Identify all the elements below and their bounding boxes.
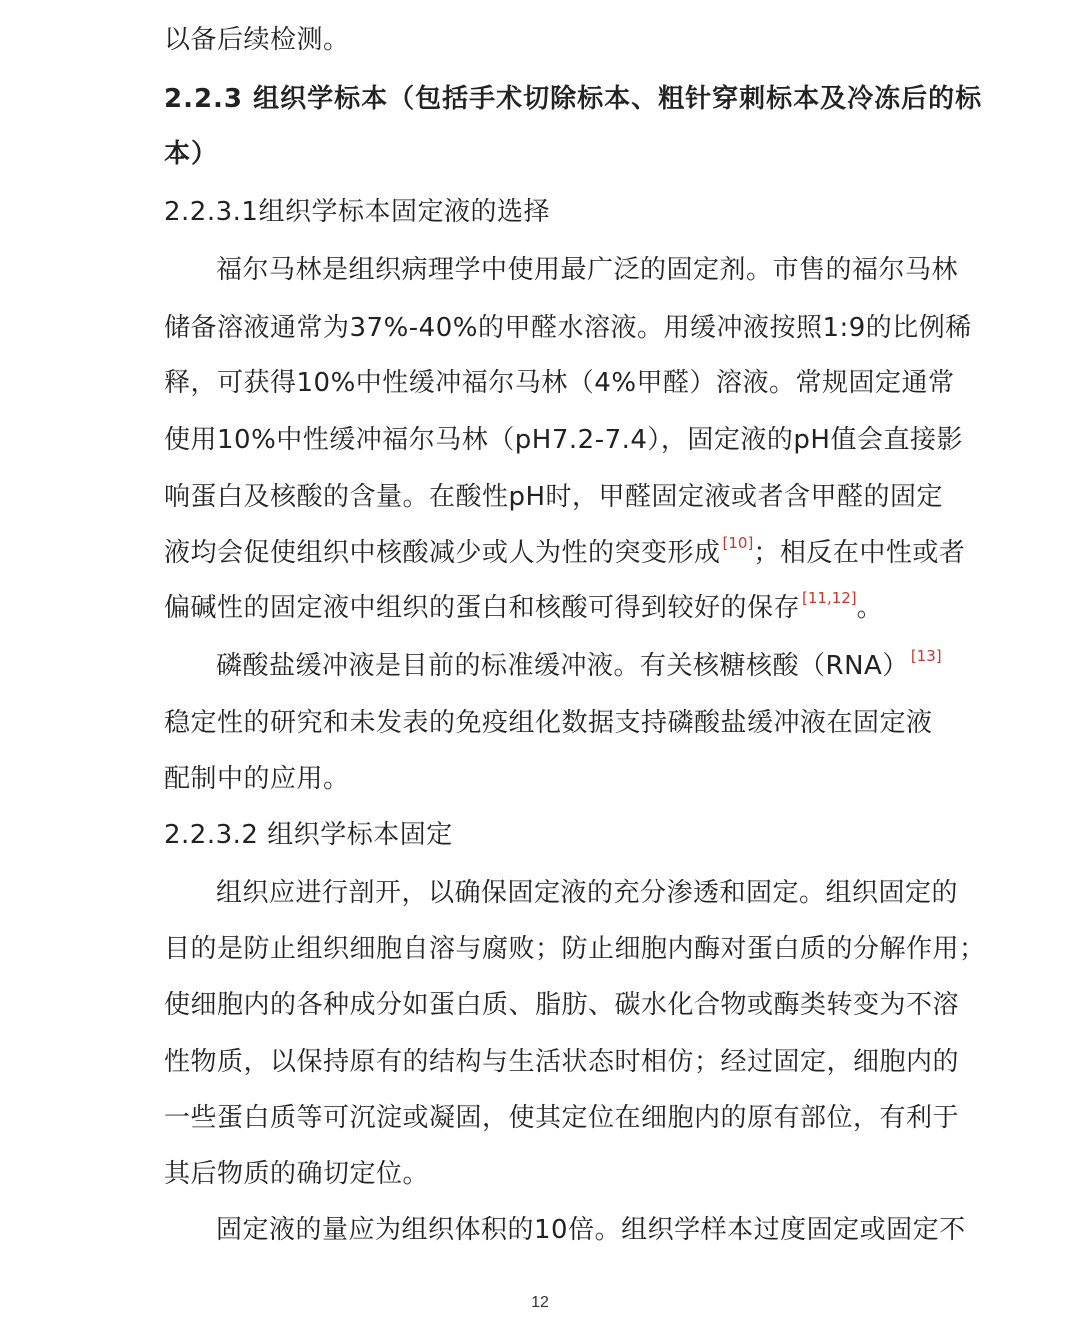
- subsection-heading: 2.2.3.1组织学标本固定液的选择: [164, 197, 550, 227]
- paragraph-line: [164, 536, 965, 570]
- line-text: ；相反在中性或者: [753, 538, 966, 568]
- paragraph-line: 配制中的应用。: [164, 764, 350, 794]
- paragraph-line: 一些蛋白质等可沉淀或凝固，使其定位在细胞内的原有部位，有利于: [164, 1103, 960, 1133]
- paragraph-line: 以备后续检测。: [164, 25, 350, 55]
- citation-ref[interactable]: [13]: [910, 647, 942, 666]
- paragraph-line: 稳定性的研究和未发表的免疫组化数据支持磷酸盐缓冲液在固定液: [164, 708, 933, 738]
- section-heading: 2.2.3 组织学标本（包括手术切除标本、粗针穿刺标本及冷冻后的标: [164, 84, 983, 114]
- paragraph-line: 响蛋白及核酸的含量。在酸性pH时，甲醛固定液或者含甲醛的固定: [164, 482, 944, 512]
- paragraph-line: 使细胞内的各种成分如蛋白质、脂肪、碳水化合物或酶类转变为不溶: [164, 990, 960, 1020]
- subsection-heading: 2.2.3.2 组织学标本固定: [164, 820, 453, 850]
- citation-ref[interactable]: [10]: [722, 534, 754, 553]
- line-text: 。: [856, 593, 884, 623]
- paragraph-line: 储备溶液通常为37%-40%的甲醛水溶液。用缓冲液按照1:9的比例稀: [164, 313, 972, 343]
- paragraph-line: 其后物质的确切定位。: [164, 1159, 430, 1189]
- paragraph-line: [164, 591, 883, 625]
- section-heading-continued: 本）: [164, 139, 219, 169]
- paragraph-line: [216, 649, 942, 683]
- line-text: 偏碱性的固定液中组织的蛋白和核酸可得到较好的保存: [164, 593, 801, 623]
- paragraph-line: 组织应进行剖开，以确保固定液的充分渗透和固定。组织固定的: [216, 878, 959, 908]
- paragraph-line: 使用10%中性缓冲福尔马林（pH7.2-7.4），固定液的pH值会直接影: [164, 425, 963, 455]
- paragraph-line: 固定液的量应为组织体积的10倍。组织学样本过度固定或固定不: [216, 1215, 966, 1245]
- citation-ref[interactable]: [11,12]: [802, 589, 857, 608]
- line-text: 磷酸盐缓冲液是目前的标准缓冲液。有关核糖核酸（RNA）: [216, 651, 909, 681]
- paragraph-line: 释，可获得10%中性缓冲福尔马林（4%甲醛）溶液。常规固定通常: [164, 368, 955, 398]
- line-text: 液均会促使组织中核酸减少或人为性的突变形成: [164, 538, 721, 568]
- paragraph-line: 性物质，以保持原有的结构与生活状态时相仿；经过固定，细胞内的: [164, 1047, 960, 1077]
- page-number: 12: [531, 1294, 549, 1311]
- paragraph-line: 目的是防止组织细胞自溶与腐败；防止细胞内酶对蛋白质的分解作用；: [164, 934, 986, 964]
- paragraph-line: 福尔马林是组织病理学中使用最广泛的固定剂。市售的福尔马林: [216, 255, 959, 285]
